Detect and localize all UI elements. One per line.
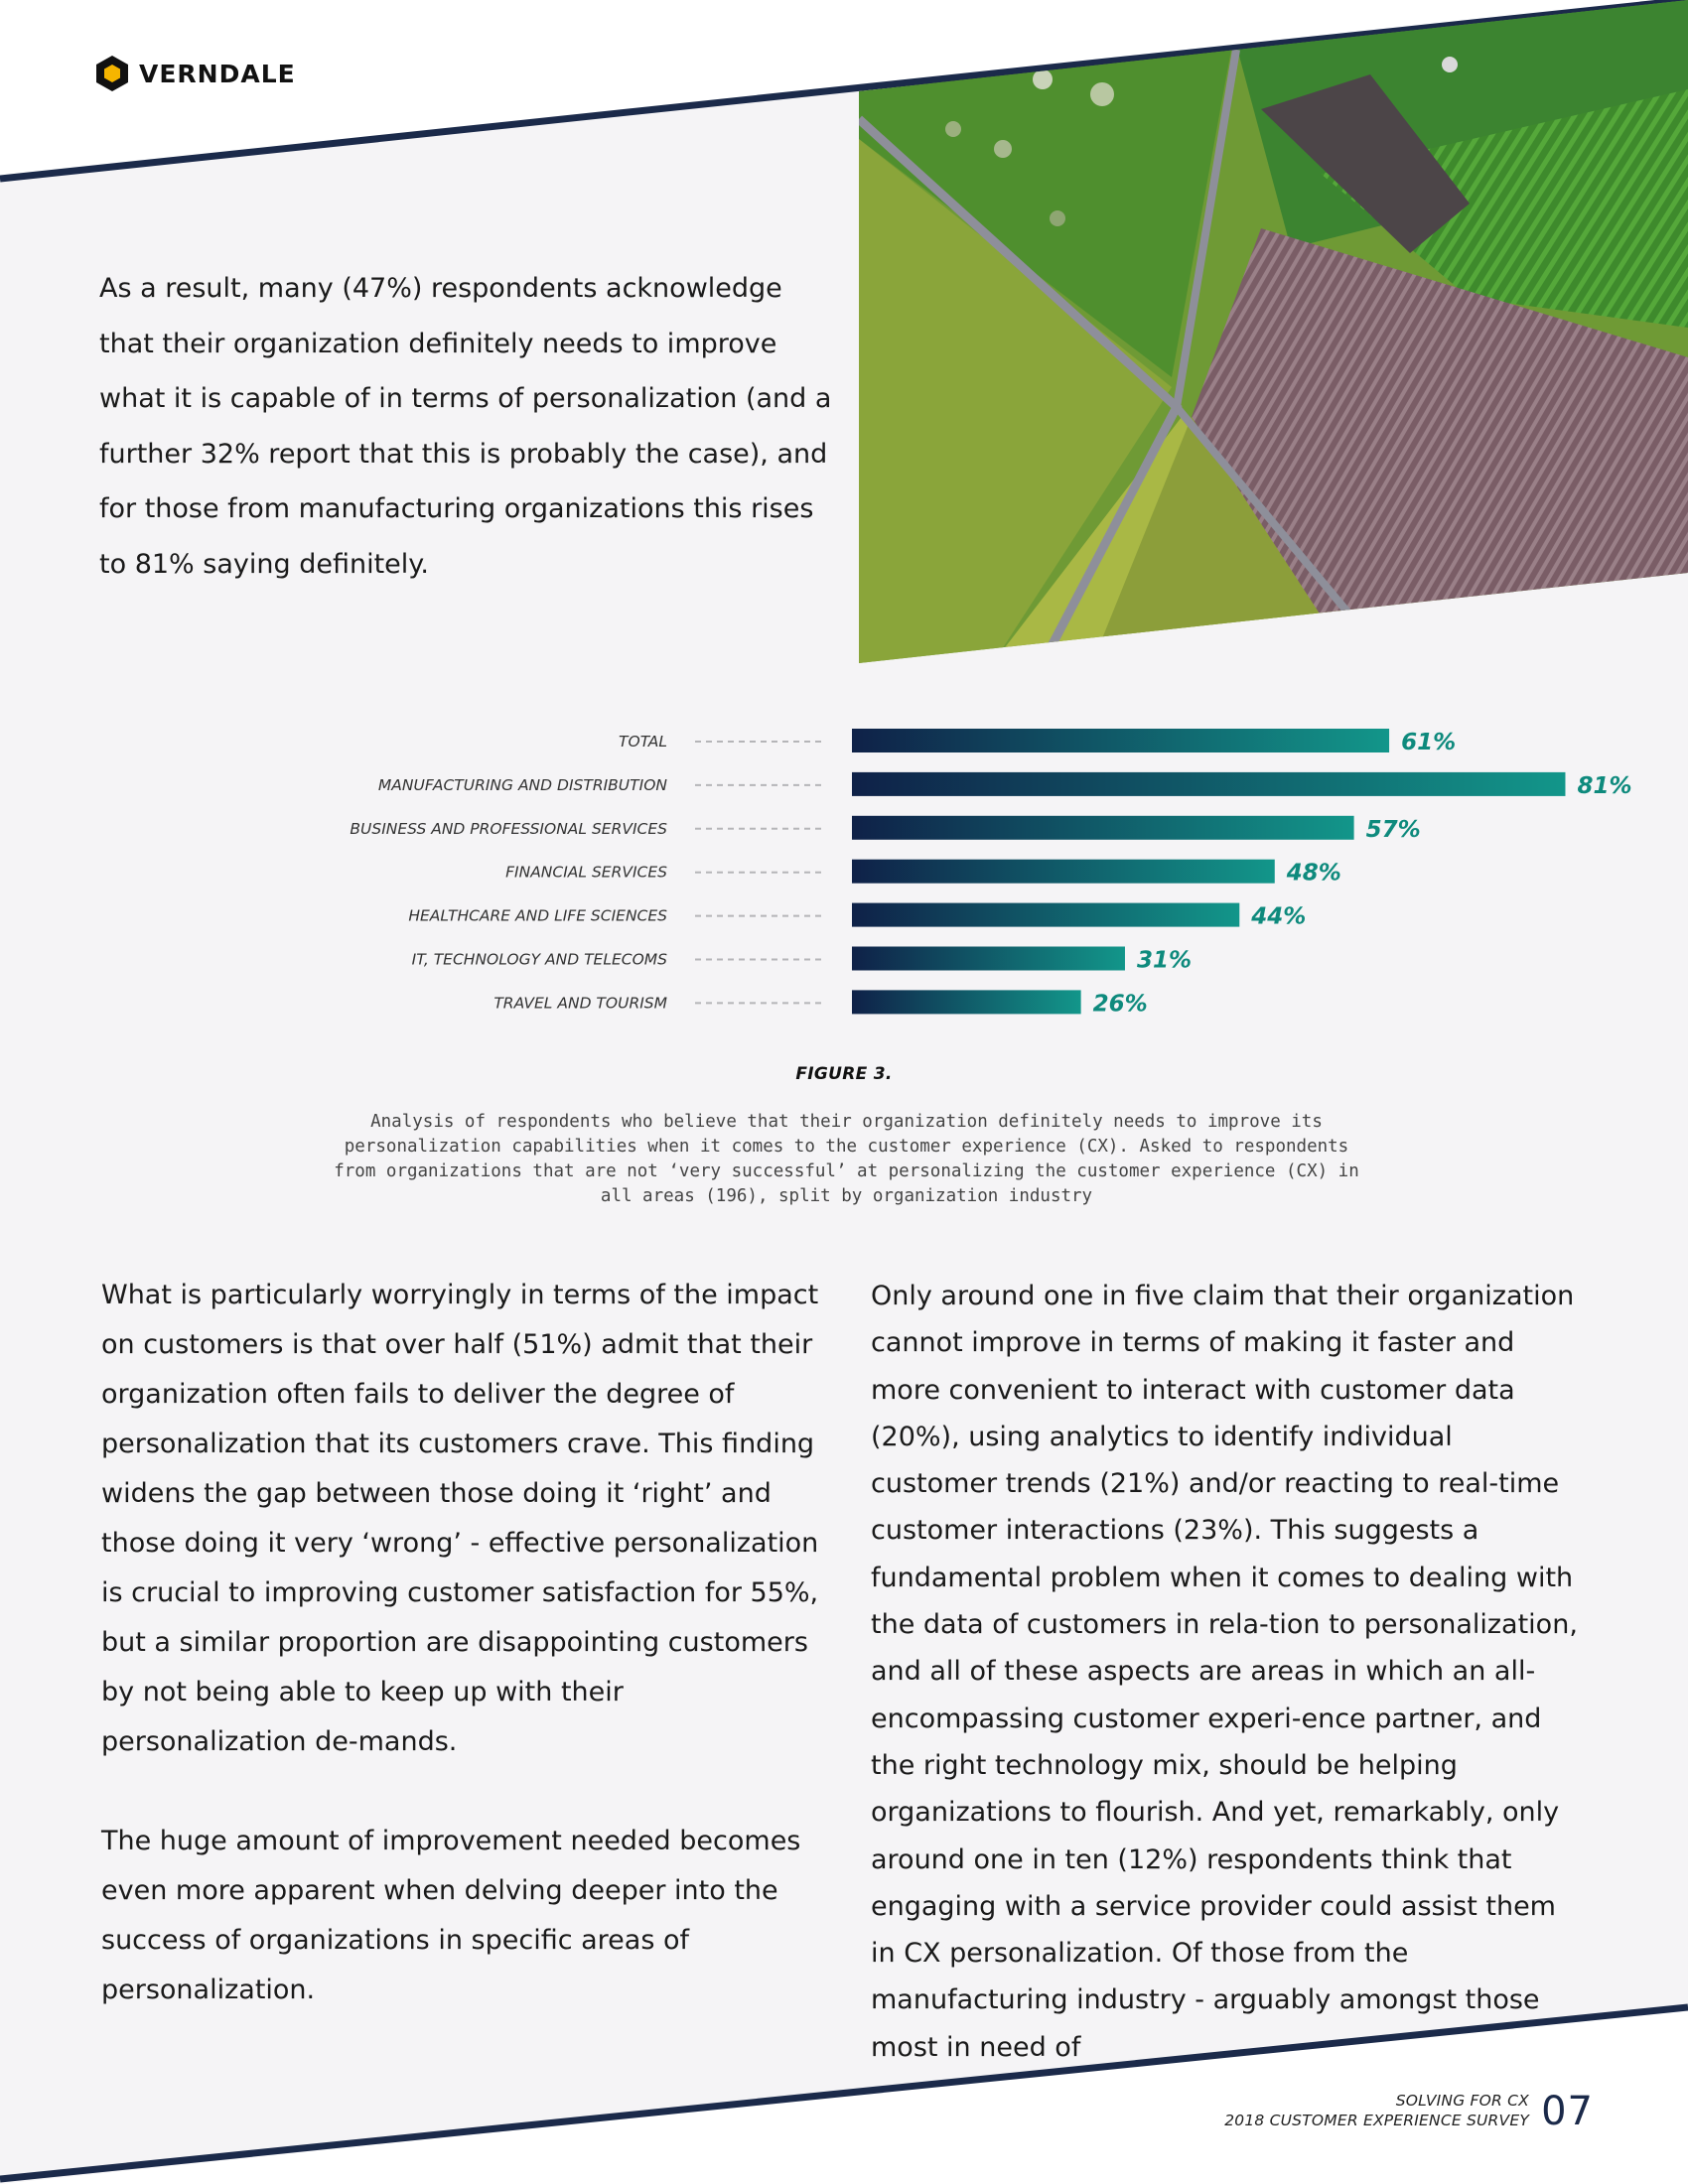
- category-label: BUSINESS AND PROFESSIONAL SERVICES: [350, 819, 667, 838]
- figure-caption: Analysis of respondents who believe that their organization definitely needs to improve its personalization capabilities when it comes to the customer experience (CX). Asked to respondents from organizations that are not ‘very successful’ at personalizing the customer experience (CX) in all areas (196), split by organization industry: [334, 1112, 1359, 1206]
- page-number: 07: [1541, 2089, 1594, 2134]
- bar: [852, 903, 1239, 927]
- bar: [852, 816, 1354, 840]
- category-label: IT, TECHNOLOGY AND TELECOMS: [411, 950, 667, 969]
- value-label: 26%: [1092, 991, 1148, 1018]
- footer-report-title: [1224, 2091, 1529, 2130]
- logo-wordmark: VERNDALE: [139, 59, 296, 88]
- footer-line-2: 2018 CUSTOMER EXPERIENCE SURVEY: [1224, 2112, 1529, 2129]
- intro-paragraph: As a result, many (47%) respondents acknowledge that their organization definitely needs to improve what it is capable of in terms of personalization (and a further 32% report that this is probably the case), and for those from manufacturing organizations this rises to 81% saying definitely.: [99, 273, 832, 580]
- value-label: 31%: [1136, 947, 1193, 974]
- body-paragraph: Only around one in five claim that their organization cannot improve in terms of making it faster and more convenient to interact with customer data (20%), using analytics to identify individual customer trends (21%) and/or reacting to real-time customer interactions (23%). This suggests a fundamental problem when it comes to dealing with the data of customers in rela-tion to personalization, and all of these aspects are areas in which an all-encompassing customer experi-ence partner, and the right technology mix, should be helping organizations to flourish. And yet, remarkably, only around one in ten (12%) respondents think that engaging with a service provider could assist them in CX personalization. Of those from the manufacturing industry - arguably amongst those most in need of: [871, 1281, 1578, 2063]
- footer-line-1: SOLVING FOR CX: [1395, 2092, 1529, 2110]
- value-label: 57%: [1365, 816, 1421, 843]
- category-label: MANUFACTURING AND DISTRIBUTION: [377, 775, 667, 794]
- category-label: FINANCIAL SERVICES: [505, 863, 667, 882]
- category-label: HEALTHCARE AND LIFE SCIENCES: [408, 906, 667, 925]
- figure-label: FIGURE 3.: [795, 1064, 893, 1084]
- category-label: TOTAL: [619, 733, 667, 751]
- value-label: 81%: [1577, 772, 1632, 799]
- body-paragraph: What is particularly worryingly in terms of the impact on customers is that over half (51%) admit that their organization often fails to deliver the degree of personalization that its customers crave. This finding widens the gap between those doing it ‘right’ and those doing it very ‘wrong’ - effective personalization is crucial to improving customer satisfaction for 55%, but a similar proportion are disappointing customers by not being able to keep up with their personalization de-mands.: [101, 1280, 819, 1757]
- bar: [852, 990, 1081, 1014]
- value-label: 44%: [1251, 903, 1307, 930]
- bar: [852, 947, 1125, 971]
- category-label: TRAVEL AND TOURISM: [493, 994, 667, 1013]
- hexagon-logo-icon: [95, 55, 129, 92]
- bar: [852, 860, 1275, 884]
- industry-bar-chart: [0, 715, 1688, 1032]
- body-paragraph: The huge amount of improvement needed becomes even more apparent when delving deeper into the success of organizations in specific areas of personalization.: [101, 1826, 801, 2005]
- value-label: 48%: [1286, 860, 1341, 887]
- bar: [852, 772, 1565, 796]
- value-label: 61%: [1401, 730, 1457, 755]
- verndale-logo: [95, 52, 296, 95]
- body-right-column: [871, 1273, 1586, 2071]
- body-left-column: [101, 1271, 836, 2065]
- bar: [852, 729, 1389, 752]
